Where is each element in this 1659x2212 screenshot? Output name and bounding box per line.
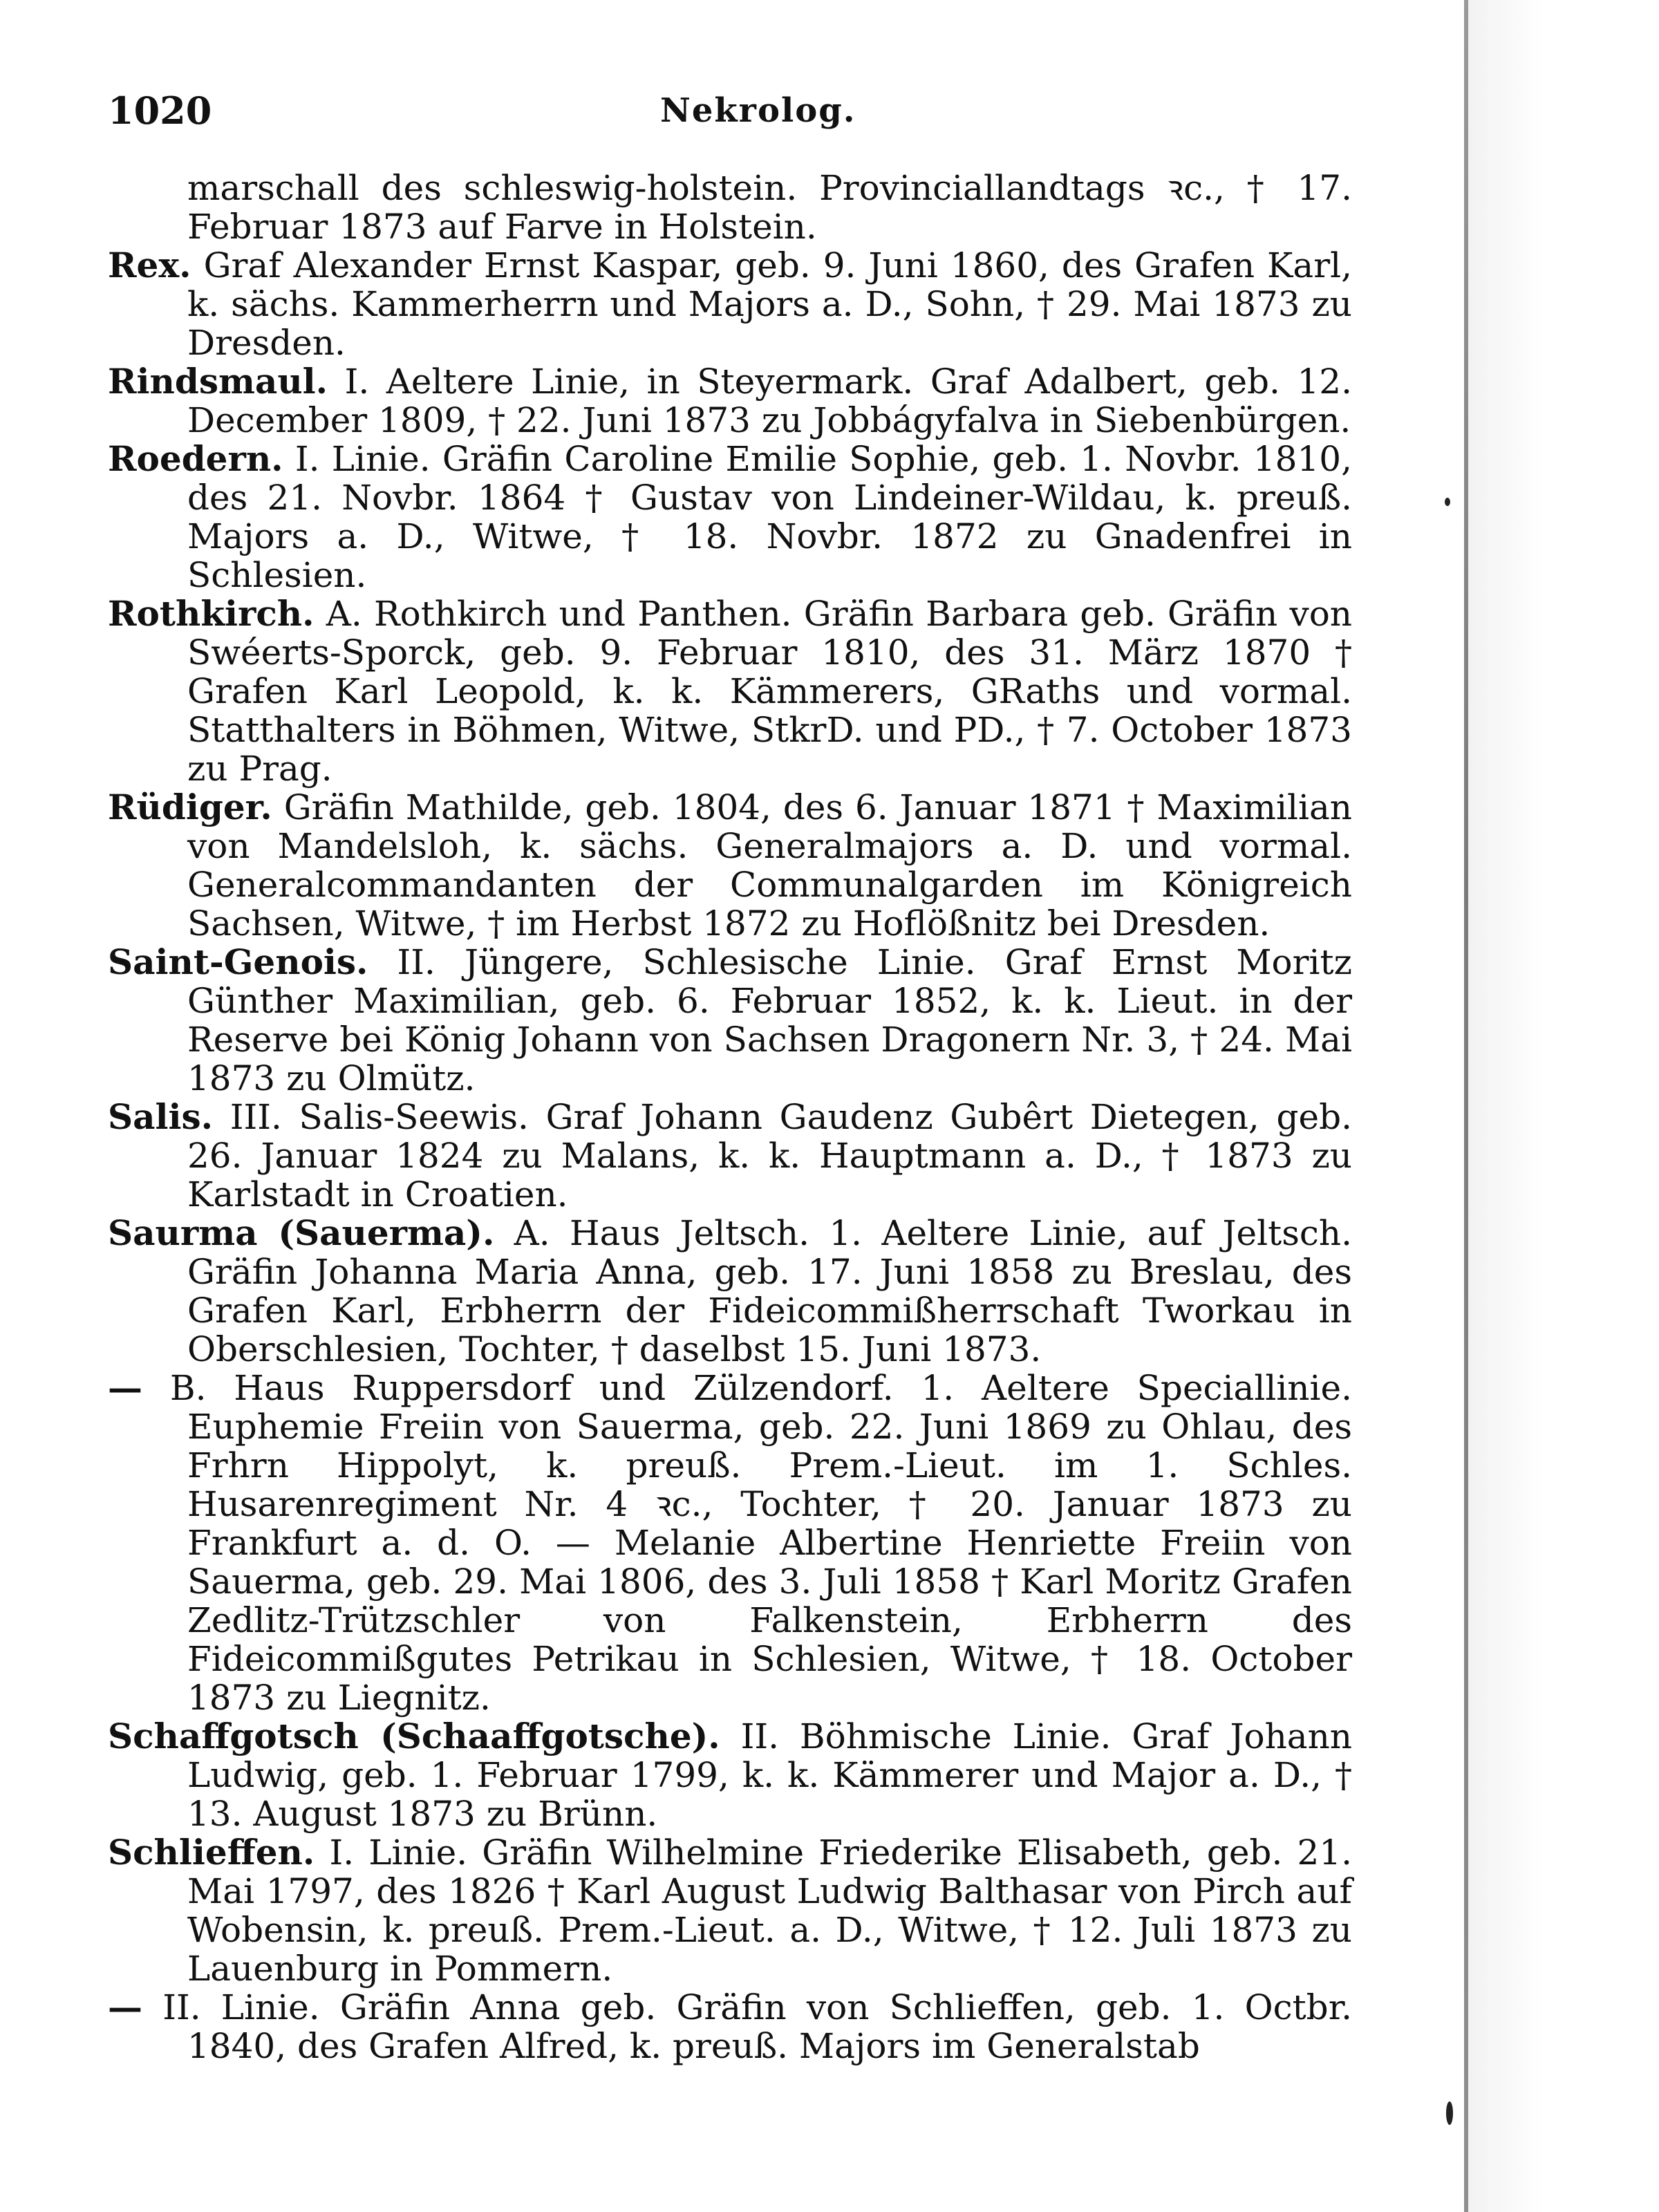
entry-text: I. Linie. Gräfin Wilhelmine Friederike Elisabeth, geb. 21. Mai 1797, des 1826 † Karl August Ludwig Balthasar von Pirch auf Wobensin, k. preuß. Prem.-Lieut. a. D., Witwe, † 12. Juli 1873 zu Lauenburg in Pommern. [187, 1833, 1352, 1989]
print-speck [1446, 2101, 1453, 2125]
obituary-entry [108, 1098, 1352, 1214]
entry-text: II. Böhmische Linie. Graf Johann Ludwig, geb. 1. Februar 1799, k. k. Kämmerer und Major a. D., † 13. August 1873 zu Brünn. [187, 1716, 1353, 1834]
entry-text: A. Rothkirch und Panthen. Gräfin Barbara geb. Gräfin von Swéerts-Sporck, geb. 9. Februar 1810, des 31. März 1870 † Grafen Karl Leopold, k. k. Kämmerers, GRaths und vormal. Statthalters in Böhmen, Witwe, StkrD. und PD., † 7. October 1873 zu Prag. [187, 594, 1352, 789]
entry-head: Rothkirch. [108, 593, 315, 634]
entry-head: — [108, 1987, 142, 2027]
obituary-entry [108, 246, 1352, 362]
entry-head: Rindsmaul. [108, 361, 328, 402]
obituary-entry [108, 788, 1352, 943]
entry-head: Saint-Genois. [108, 941, 368, 982]
adjacent-page-edge [1468, 0, 1659, 2212]
entry-head: Schlieffen. [108, 1832, 315, 1873]
entry-head: Salis. [108, 1096, 214, 1137]
obituary-entry [108, 1214, 1352, 1369]
entry-text: II. Jüngere, Schlesische Linie. Graf Ernst Moritz Günther Maximilian, geb. 6. Februar 1852, k. k. Lieut. in der Reserve bei König Johann von Sachsen Dragonern Nr. 3, † 24. Mai 1873 zu Olmütz. [187, 942, 1352, 1098]
obituary-text-block [108, 169, 1352, 2065]
entry-text: A. Haus Jeltsch. 1. Aeltere Linie, auf Jeltsch. Gräfin Johanna Maria Anna, geb. 17. Juni 1858 zu Breslau, des Grafen Karl, Erbherrn der Fideicommißherrschaft Tworkau in Oberschlesien, Tochter, † daselbst 15. Juni 1873. [187, 1213, 1352, 1369]
obituary-entry [108, 169, 1352, 246]
print-speck [1445, 498, 1450, 506]
entry-head: Roedern. [108, 438, 283, 479]
running-head: Nekrolog. [660, 91, 856, 130]
entry-head: Rex. [108, 245, 191, 285]
obituary-entry [108, 943, 1352, 1098]
entry-text: I. Aeltere Linie, in Steyermark. Graf Adalbert, geb. 12. December 1809, † 22. Juni 1873 zu Jobbágyfalva in Siebenbürgen. [187, 362, 1352, 440]
obituary-entry [108, 1833, 1352, 1988]
entry-head: — [108, 1367, 142, 1408]
obituary-entry [108, 1717, 1352, 1833]
obituary-entry [108, 440, 1352, 594]
entry-text: Graf Alexander Ernst Kaspar, geb. 9. Juni 1860, des Grafen Karl, k. sächs. Kammerherrn und Majors a. D., Sohn, † 29. Mai 1873 zu Dresden. [187, 245, 1352, 363]
obituary-entry [108, 1988, 1352, 2065]
entry-head: Rüdiger. [108, 787, 272, 827]
obituary-entry [108, 362, 1352, 440]
page-number: 1020 [108, 88, 212, 133]
entry-text: II. Linie. Gräfin Anna geb. Gräfin von Schlieffen, geb. 1. Octbr. 1840, des Grafen Alfred, k. preuß. Majors im Generalstab [162, 1987, 1352, 2066]
entry-head: Schaffgotsch (Schaaffgotsche). [108, 1716, 720, 1756]
entry-text: III. Salis-Seewis. Graf Johann Gaudenz Gubêrt Dietegen, geb. 26. Januar 1824 zu Malans, k. k. Hauptmann a. D., † 1873 zu Karlstadt in Croatien. [187, 1097, 1352, 1215]
entry-text: B. Haus Ruppersdorf und Zülzendorf. 1. Aeltere Speciallinie. Euphemie Freiin von Sauerma, geb. 22. Juni 1869 zu Ohlau, des Frhrn Hippolyt, k. preuß. Prem.-Lieut. im 1. Schles. Husarenregiment Nr. 4 ꝛc., Tochter, † 20. Januar 1873 zu Frankfurt a. d. O. — Melanie Albertine Henriette Freiin von Sauerma, geb. 29. Mai 1806, des 3. Juli 1858 † Karl Moritz Grafen Zedlitz-Trützschler von Falkenstein, Erbherrn des Fideicommißgutes Petrikau in Schlesien, Witwe, † 18. October 1873 zu Liegnitz. [169, 1368, 1352, 1718]
entry-text: marschall des schleswig-holstein. Provinciallandtags ꝛc., † 17. Februar 1873 auf Farve in Holstein. [187, 168, 1352, 247]
entry-head: Saurma (Sauerma). [108, 1212, 495, 1253]
obituary-entry [108, 1369, 1352, 1717]
entry-text: I. Linie. Gräfin Caroline Emilie Sophie, geb. 1. Novbr. 1810, des 21. Novbr. 1864 † Gustav von Lindeiner-Wildau, k. preuß. Majors a. D., Witwe, † 18. Novbr. 1872 zu Gnadenfrei in Schlesien. [187, 439, 1352, 595]
entry-text: Gräfin Mathilde, geb. 1804, des 6. Januar 1871 † Maximilian von Mandelsloh, k. sächs. Generalmajors a. D. und vormal. Generalcommandanten der Communalgarden im Königreich Sachsen, Witwe, † im Herbst 1872 zu Hoflößnitz bei Dresden. [187, 787, 1352, 944]
obituary-entry [108, 594, 1352, 788]
